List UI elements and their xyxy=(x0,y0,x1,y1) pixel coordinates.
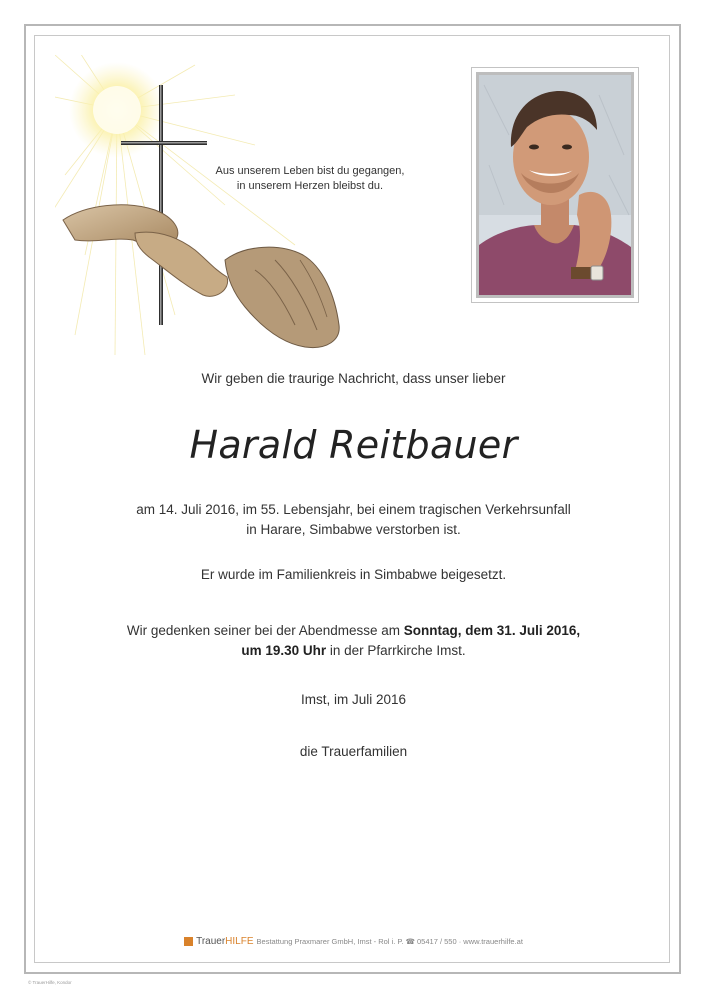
image-credit: © TrauerHilfe, Kondor xyxy=(28,980,72,985)
mass-line-1-prefix: Wir gedenken seiner bei der Abendmesse am xyxy=(126,623,404,638)
brand-name xyxy=(196,936,253,947)
cross-hands-illustration xyxy=(55,55,345,360)
quote-line-1: Aus unserem Leben bist du gegangen, xyxy=(215,165,405,177)
memorial-mass-notice xyxy=(0,621,707,661)
signature: die Trauerfamilien xyxy=(299,744,408,759)
deceased-name: Harald Reitbauer xyxy=(189,423,518,467)
intro-text: Wir geben die traurige Nachricht, dass unser lieber xyxy=(201,371,506,386)
memorial-quote xyxy=(215,164,405,194)
footer xyxy=(0,936,707,947)
mass-line-2 xyxy=(0,641,707,661)
mass-line-1 xyxy=(0,621,707,641)
clasped-hands xyxy=(63,205,339,348)
mass-time: um 19.30 Uhr xyxy=(241,643,327,658)
mass-line-2-suffix: in der Pfarrkirche Imst. xyxy=(326,643,466,658)
trauerhilfe-logo-icon xyxy=(184,937,193,946)
death-line-2: in Harare, Simbabwe verstorben ist. xyxy=(246,522,461,537)
brand-part-2: HILFE xyxy=(225,936,254,947)
portrait-frame xyxy=(471,67,639,303)
quote-line-2: in unserem Herzen bleibst du. xyxy=(236,180,384,192)
mass-date: Sonntag, dem 31. Juli 2016, xyxy=(403,623,581,638)
death-notice xyxy=(0,500,707,540)
death-line-1: am 14. Juli 2016, im 55. Lebensjahr, bei einem tragischen Verkehrsunfall xyxy=(136,502,571,517)
place-date: Imst, im Juli 2016 xyxy=(300,692,407,707)
portrait-photo xyxy=(479,75,631,295)
footer-info: Bestattung Praxmarer GmbH, Imst - Rol i. P. ☎ 05417 / 550 · www.trauerhilfe.at xyxy=(256,937,523,946)
portrait-image xyxy=(479,75,631,295)
brand-part-1: Trauer xyxy=(196,936,226,947)
burial-notice: Er wurde im Familienkreis in Simbabwe beigesetzt. xyxy=(200,567,507,582)
